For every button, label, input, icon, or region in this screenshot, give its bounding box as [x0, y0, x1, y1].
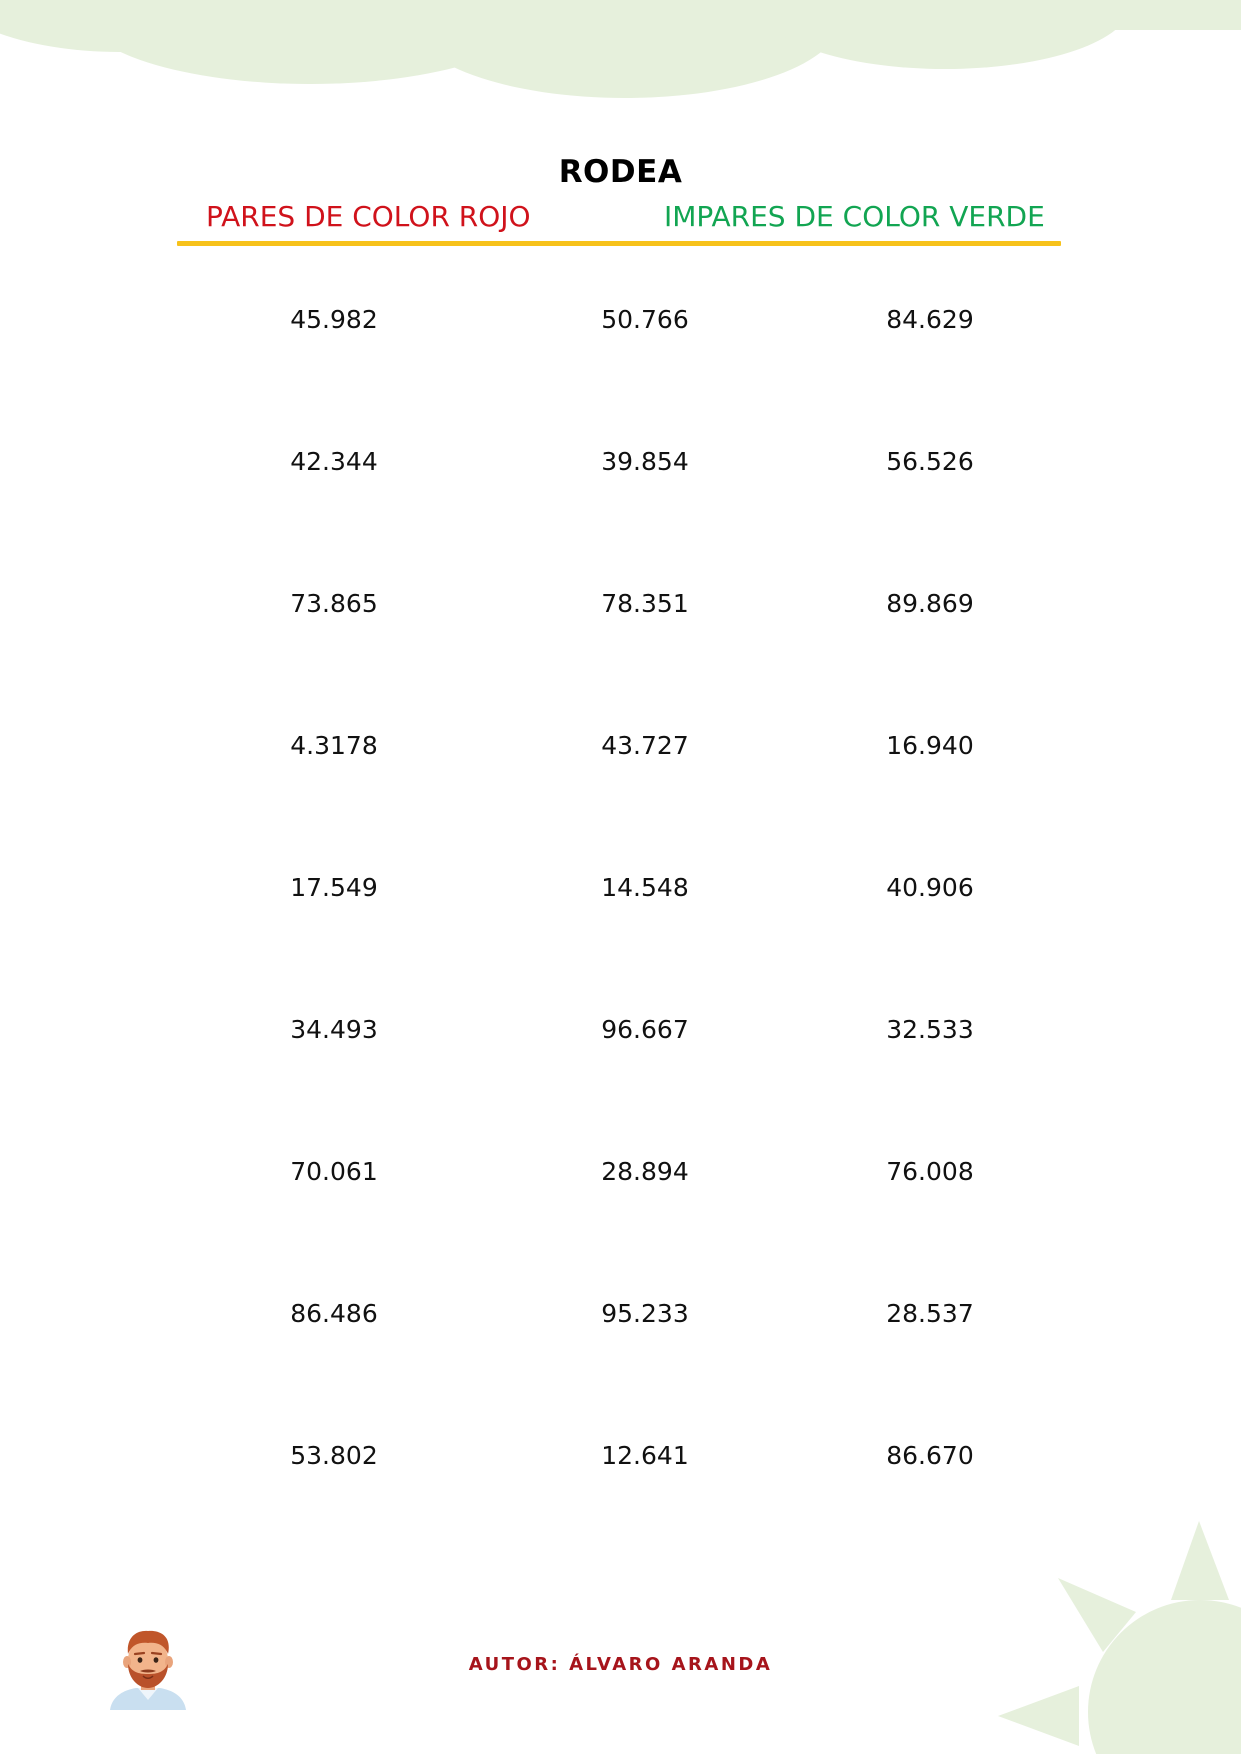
number-cell[interactable]: 76.008 — [886, 1157, 974, 1186]
number-cell[interactable]: 14.548 — [601, 873, 689, 902]
number-cell[interactable]: 34.493 — [290, 1015, 378, 1044]
number-cell[interactable]: 17.549 — [290, 873, 378, 902]
number-row — [0, 868, 1241, 1010]
number-cell[interactable]: 16.940 — [886, 731, 974, 760]
number-cell[interactable]: 53.802 — [290, 1441, 378, 1470]
number-cell[interactable]: 89.869 — [886, 589, 974, 618]
number-cell[interactable]: 95.233 — [601, 1299, 689, 1328]
number-cell[interactable]: 32.533 — [886, 1015, 974, 1044]
number-cell[interactable]: 12.641 — [601, 1441, 689, 1470]
number-cell[interactable]: 78.351 — [601, 589, 689, 618]
number-cell[interactable]: 96.667 — [601, 1015, 689, 1044]
number-cell[interactable]: 39.854 — [601, 447, 689, 476]
number-cell[interactable]: 86.486 — [290, 1299, 378, 1328]
number-row — [0, 584, 1241, 726]
number-cell[interactable]: 28.894 — [601, 1157, 689, 1186]
number-cell[interactable]: 28.537 — [886, 1299, 974, 1328]
instruction-odd-green: IMPARES DE COLOR VERDE — [664, 200, 1045, 233]
header-divider — [177, 241, 1061, 246]
number-cell[interactable]: 45.982 — [290, 305, 378, 334]
author-credit: AUTOR: ÁLVARO ARANDA — [468, 1654, 773, 1675]
number-cell[interactable]: 84.629 — [886, 305, 974, 334]
number-cell[interactable]: 43.727 — [601, 731, 689, 760]
number-row — [0, 1436, 1241, 1578]
number-row — [0, 1294, 1241, 1436]
cloud-decoration — [0, 0, 1241, 98]
instruction-even-red: PARES DE COLOR ROJO — [206, 200, 531, 233]
number-row — [0, 442, 1241, 584]
number-cell[interactable]: 50.766 — [601, 305, 689, 334]
number-row — [0, 1010, 1241, 1152]
number-cell[interactable]: 73.865 — [290, 589, 378, 618]
number-grid — [0, 300, 1241, 1578]
number-cell[interactable]: 56.526 — [886, 447, 974, 476]
number-cell[interactable]: 86.670 — [886, 1441, 974, 1470]
worksheet-title: RODEA — [558, 154, 683, 190]
number-cell[interactable]: 40.906 — [886, 873, 974, 902]
number-cell[interactable]: 4.3178 — [290, 731, 378, 760]
number-row — [0, 726, 1241, 868]
number-row — [0, 1152, 1241, 1294]
number-cell[interactable]: 42.344 — [290, 447, 378, 476]
number-cell[interactable]: 70.061 — [290, 1157, 378, 1186]
number-row — [0, 300, 1241, 442]
